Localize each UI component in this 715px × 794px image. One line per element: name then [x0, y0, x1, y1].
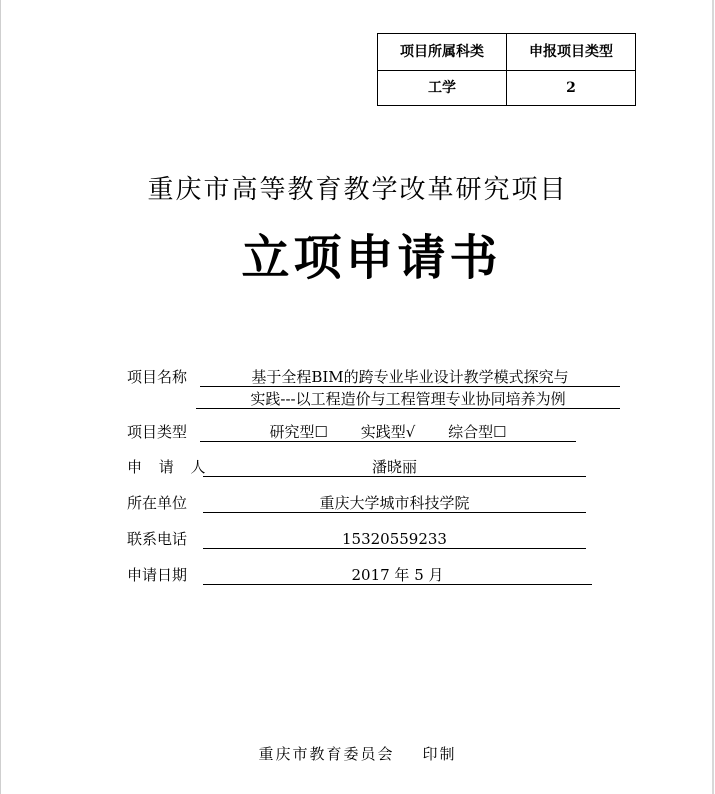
- project-name-row: [127, 366, 627, 388]
- type-value-cell: 2: [507, 71, 636, 106]
- applicant-label: 申 请 人: [127, 458, 212, 476]
- applicant-value: 潘晓丽: [203, 456, 586, 477]
- project-name-label: 项目名称: [127, 368, 188, 386]
- project-name-line-1: 基于全程BIM的跨专业毕业设计教学模式探究与: [200, 366, 620, 387]
- document-title: 立项申请书: [241, 230, 502, 286]
- option-research: 研究型☐: [269, 423, 328, 441]
- document-subtitle: 重庆市高等教育教学改革研究项目: [147, 175, 568, 205]
- project-name-row-2: [196, 388, 626, 410]
- page-edge-right: [712, 0, 714, 794]
- date-value: 2017 年 5 月: [203, 564, 592, 585]
- project-name-line-2: 实践---以工程造价与工程管理专业协同培养为例: [196, 388, 620, 409]
- footer: [0, 743, 715, 765]
- project-type-label: 项目类型: [127, 423, 188, 441]
- unit-row: [127, 492, 587, 514]
- unit-label: 所在单位: [127, 494, 188, 512]
- applicant-row: [127, 456, 587, 478]
- phone-row: [127, 528, 587, 550]
- phone-value: 15320559233: [203, 528, 586, 549]
- option-comprehensive: 综合型☐: [448, 423, 507, 441]
- project-type-options: [200, 421, 576, 442]
- type-header-cell: 申报项目类型: [507, 34, 636, 71]
- subject-value-cell: 工学: [378, 71, 507, 106]
- page-edge-left: [0, 0, 1, 794]
- date-row: [127, 564, 593, 586]
- option-practice: 实践型√: [360, 423, 416, 441]
- footer-issuer: 重庆市教育委员会: [258, 745, 395, 763]
- category-table: [377, 33, 636, 106]
- project-type-row: [127, 421, 587, 443]
- subject-header-cell: 项目所属科类: [378, 34, 507, 71]
- unit-value: 重庆大学城市科技学院: [203, 492, 586, 513]
- date-label: 申请日期: [127, 566, 188, 584]
- phone-label: 联系电话: [127, 530, 188, 548]
- footer-action: 印制: [422, 745, 457, 763]
